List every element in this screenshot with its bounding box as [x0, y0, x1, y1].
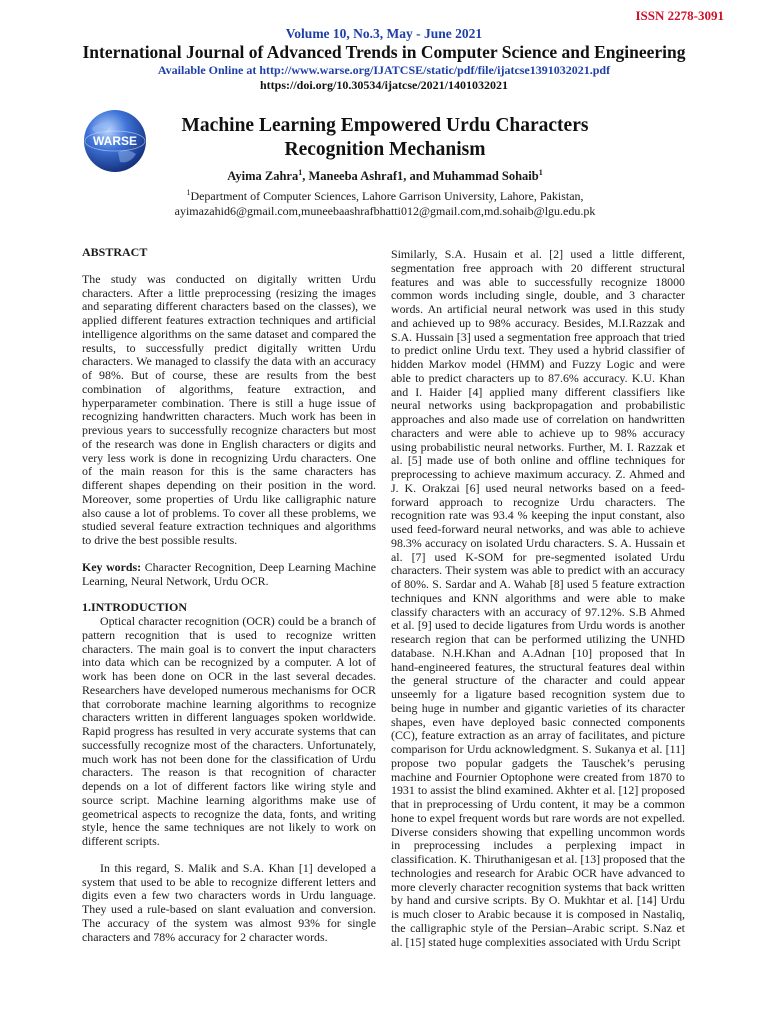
- doi-link[interactable]: https://doi.org/10.30534/ijatcse/2021/1401032021: [260, 78, 508, 92]
- author-separator: , and: [403, 169, 433, 184]
- affiliation-block: [140, 185, 630, 219]
- warse-logo: [82, 108, 148, 174]
- author-emails: ayimazahid6@gmail.com,muneebaashrafbhatti012@gmail.com,md.sohaib@lgu.edu.pk: [174, 204, 596, 218]
- left-column: [82, 246, 376, 957]
- logo-text: WARSE: [92, 134, 138, 148]
- author-name: Ayima Zahra: [227, 169, 299, 184]
- affiliation-marker: 1: [298, 168, 303, 177]
- available-online-link[interactable]: Available Online at http://www.warse.org/IJATCSE/static/pdf/file/ijatcse1391032021.pdf: [157, 63, 611, 77]
- right-column: [391, 248, 685, 949]
- abstract-text: The study was conducted on digitally written Urdu characters. After a little preprocessing (resizing the images and separating different characters based on the classes), we applied different features extraction techniques and artificial intelligence algorithms on the same dataset and compared the results, to successfully predict digitally written Urdu characters. We managed to classify the data with an accuracy of 98%. But of course, these are results from the best combination of algorithms, feature extraction, and hyperparameter combination. There is still a huge issue of recognizing handwritten characters. Much work has been in previous years to successfully recognize characters but most of the research was done in English characters or digits and very less work is done in recognizing Urdu characters. One of the main reason for this is the same characters has different shapes depending on their position in the word. Moreover, some properties of Urdu like calligraphic nature also cause a lot of problems. To cover all these problems, we studied several feature extraction techniques and algorithms to drive the best possible results.: [82, 271, 376, 547]
- keywords-label: Key words:: [82, 559, 142, 574]
- introduction-paragraph: In this regard, S. Malik and S.A. Khan [1] developed a system that used to be able to recognize different letters and digits even a few two characters words in Urdu language. They used a rule-based on slant evaluation and conversion. The accuracy of the system was almost 93% for single characters and 78% accuracy for 2 character words.: [82, 860, 376, 944]
- introduction-paragraph: Optical character recognition (OCR) could be a branch of pattern recognition that is used to recognize written characters. The main goal is to convert the input characters into data which can be recognized by a computer. A lot of work has been done on OCR in the last several decades. Researchers have developed numerous mechanisms for OCR that corroborate machine learning algorithms to recognize characters written in different languages spoken worldwide. Rapid progress has resulted in very accurate systems that can successfully recognize most of the characters. Unfortunately, much work has not been done for the classification of Urdu characters. The reason is that recognition of character depends on a lot of different factors like wiring style and source script. Machine learning algorithms make use of geometrical aspects to recognize the data, fonts, and writing style, hence the same techniques are not likely to work on different scripts.: [82, 614, 376, 848]
- affiliation-marker: 1: [538, 168, 543, 177]
- literature-review-paragraph: Similarly, S.A. Husain et al. [2] used a little different, segmentation free approach with 20 different structural features and was able to successfully recognize 18000 common words including single, double, and 3 character words. An artificial neural network was used in this study and achieved up to 98% accuracy. Besides, M.I.Razzak and S.A. Hussain [3] used a segmentation free approach that tried to predict online Urdu text. They used a hybrid classifier of hidden Markov model (HMM) and Fuzzy Logic and were able to predict characters up to 87.6% accuracy. K.U. Khan and I. Haider [4] applied many different classifiers like neural networks using backpropagation and probabilistic approaches and also made use of correlation on handwritten characters and were able to achieve up to 98% accuracy using probabilistic neural networks. Further, M. I. Razzak et al. [5] made use of both online and offline techniques for preprocessing to achieve maximum accuracy. Z. Ahmed and J. K. Orakzai [6] used neural networks based on a feed-forward approach to recognize Urdu characters. The recognition rate was 93.4 % keeping the input constant, also used feed-forward neural networks, and was able to achieve 98.3% accuracy on isolated Urdu characters. S. A. Hussain et al. [7] used K-SOM for pre-segmented isolated Urdu characters. Their system was able to predict with an accuracy of 80%. S. Sardar and A. Wahab [8] used 5 feature extraction techniques and KNN algorithms and were able to make classify characters with an accuracy of 97.12%. S.B Ahmed et al. [9] used to decide ligatures from Urdu words is another research region that can be performed utilizing the UNHD database. N.H.Khan and A.Adnan [10] proposed that In hand-engineered features, the structural features deal within the general structure of the character and could appear unseemly for a ligature based recognition system due to being huge in number and gigantic varieties of its character shapes, even have deployed basic connected components (CC), feature extraction as an array of facilitates, and picture comparison for Urdu acknowledgment. S. Sukanya et al. [11] propose two popular gadgets the Tauschek’s perusing machine and Fournier Optophone were created from 1870 to 1931 to assist the blind examined. Akhter et al. [12] proposed that in preprocessing of Urdu content, it may be a common hone to expel frequent words but rare words are not expelled. Diverse considers showing that expelling uncommon words in preprocessing includes a perplexing impact in classification. K. Thiruthanigesan et al. [13] proposed that the technologies and research for Arabic OCR have advanced to more cleverly character recognition systems that back written by hand and cursive scripts. By O. Mukhtar et al. [14] Urdu is much closer to Arabic because it is composed in Nastaliq, the calligraphic style of the Persian–Arabic script. S.Naz et al. [15] stated huge complexities associated with Urdu Script: [391, 247, 685, 949]
- title-line-1: Machine Learning Empowered Urdu Characters: [181, 115, 589, 136]
- keywords-text: Character Recognition, Deep Learning Machine Learning, Neural Network, Urdu OCR.: [82, 559, 376, 588]
- author-name: Maneeba Ashraf1: [308, 169, 404, 184]
- issn-label: ISSN 2278-3091: [635, 8, 724, 23]
- volume-issue-line: Volume 10, No.3, May - June 2021: [285, 26, 483, 41]
- abstract-heading: ABSTRACT: [82, 245, 148, 259]
- title-line-2: Recognition Mechanism: [284, 139, 486, 160]
- affiliation-text: Department of Computer Sciences, Lahore Garrison University, Lahore, Pakistan,: [190, 189, 584, 203]
- affiliation-marker: 1: [186, 188, 191, 197]
- paper-title: [140, 114, 630, 162]
- author-name: Muhammad Sohaib: [432, 169, 539, 184]
- journal-name: International Journal of Advanced Trends in Computer Science and Engineering: [82, 42, 686, 62]
- introduction-heading: 1.INTRODUCTION: [82, 600, 188, 615]
- author-separator: ,: [302, 169, 309, 184]
- author-list: [140, 168, 630, 184]
- keywords: [82, 561, 376, 589]
